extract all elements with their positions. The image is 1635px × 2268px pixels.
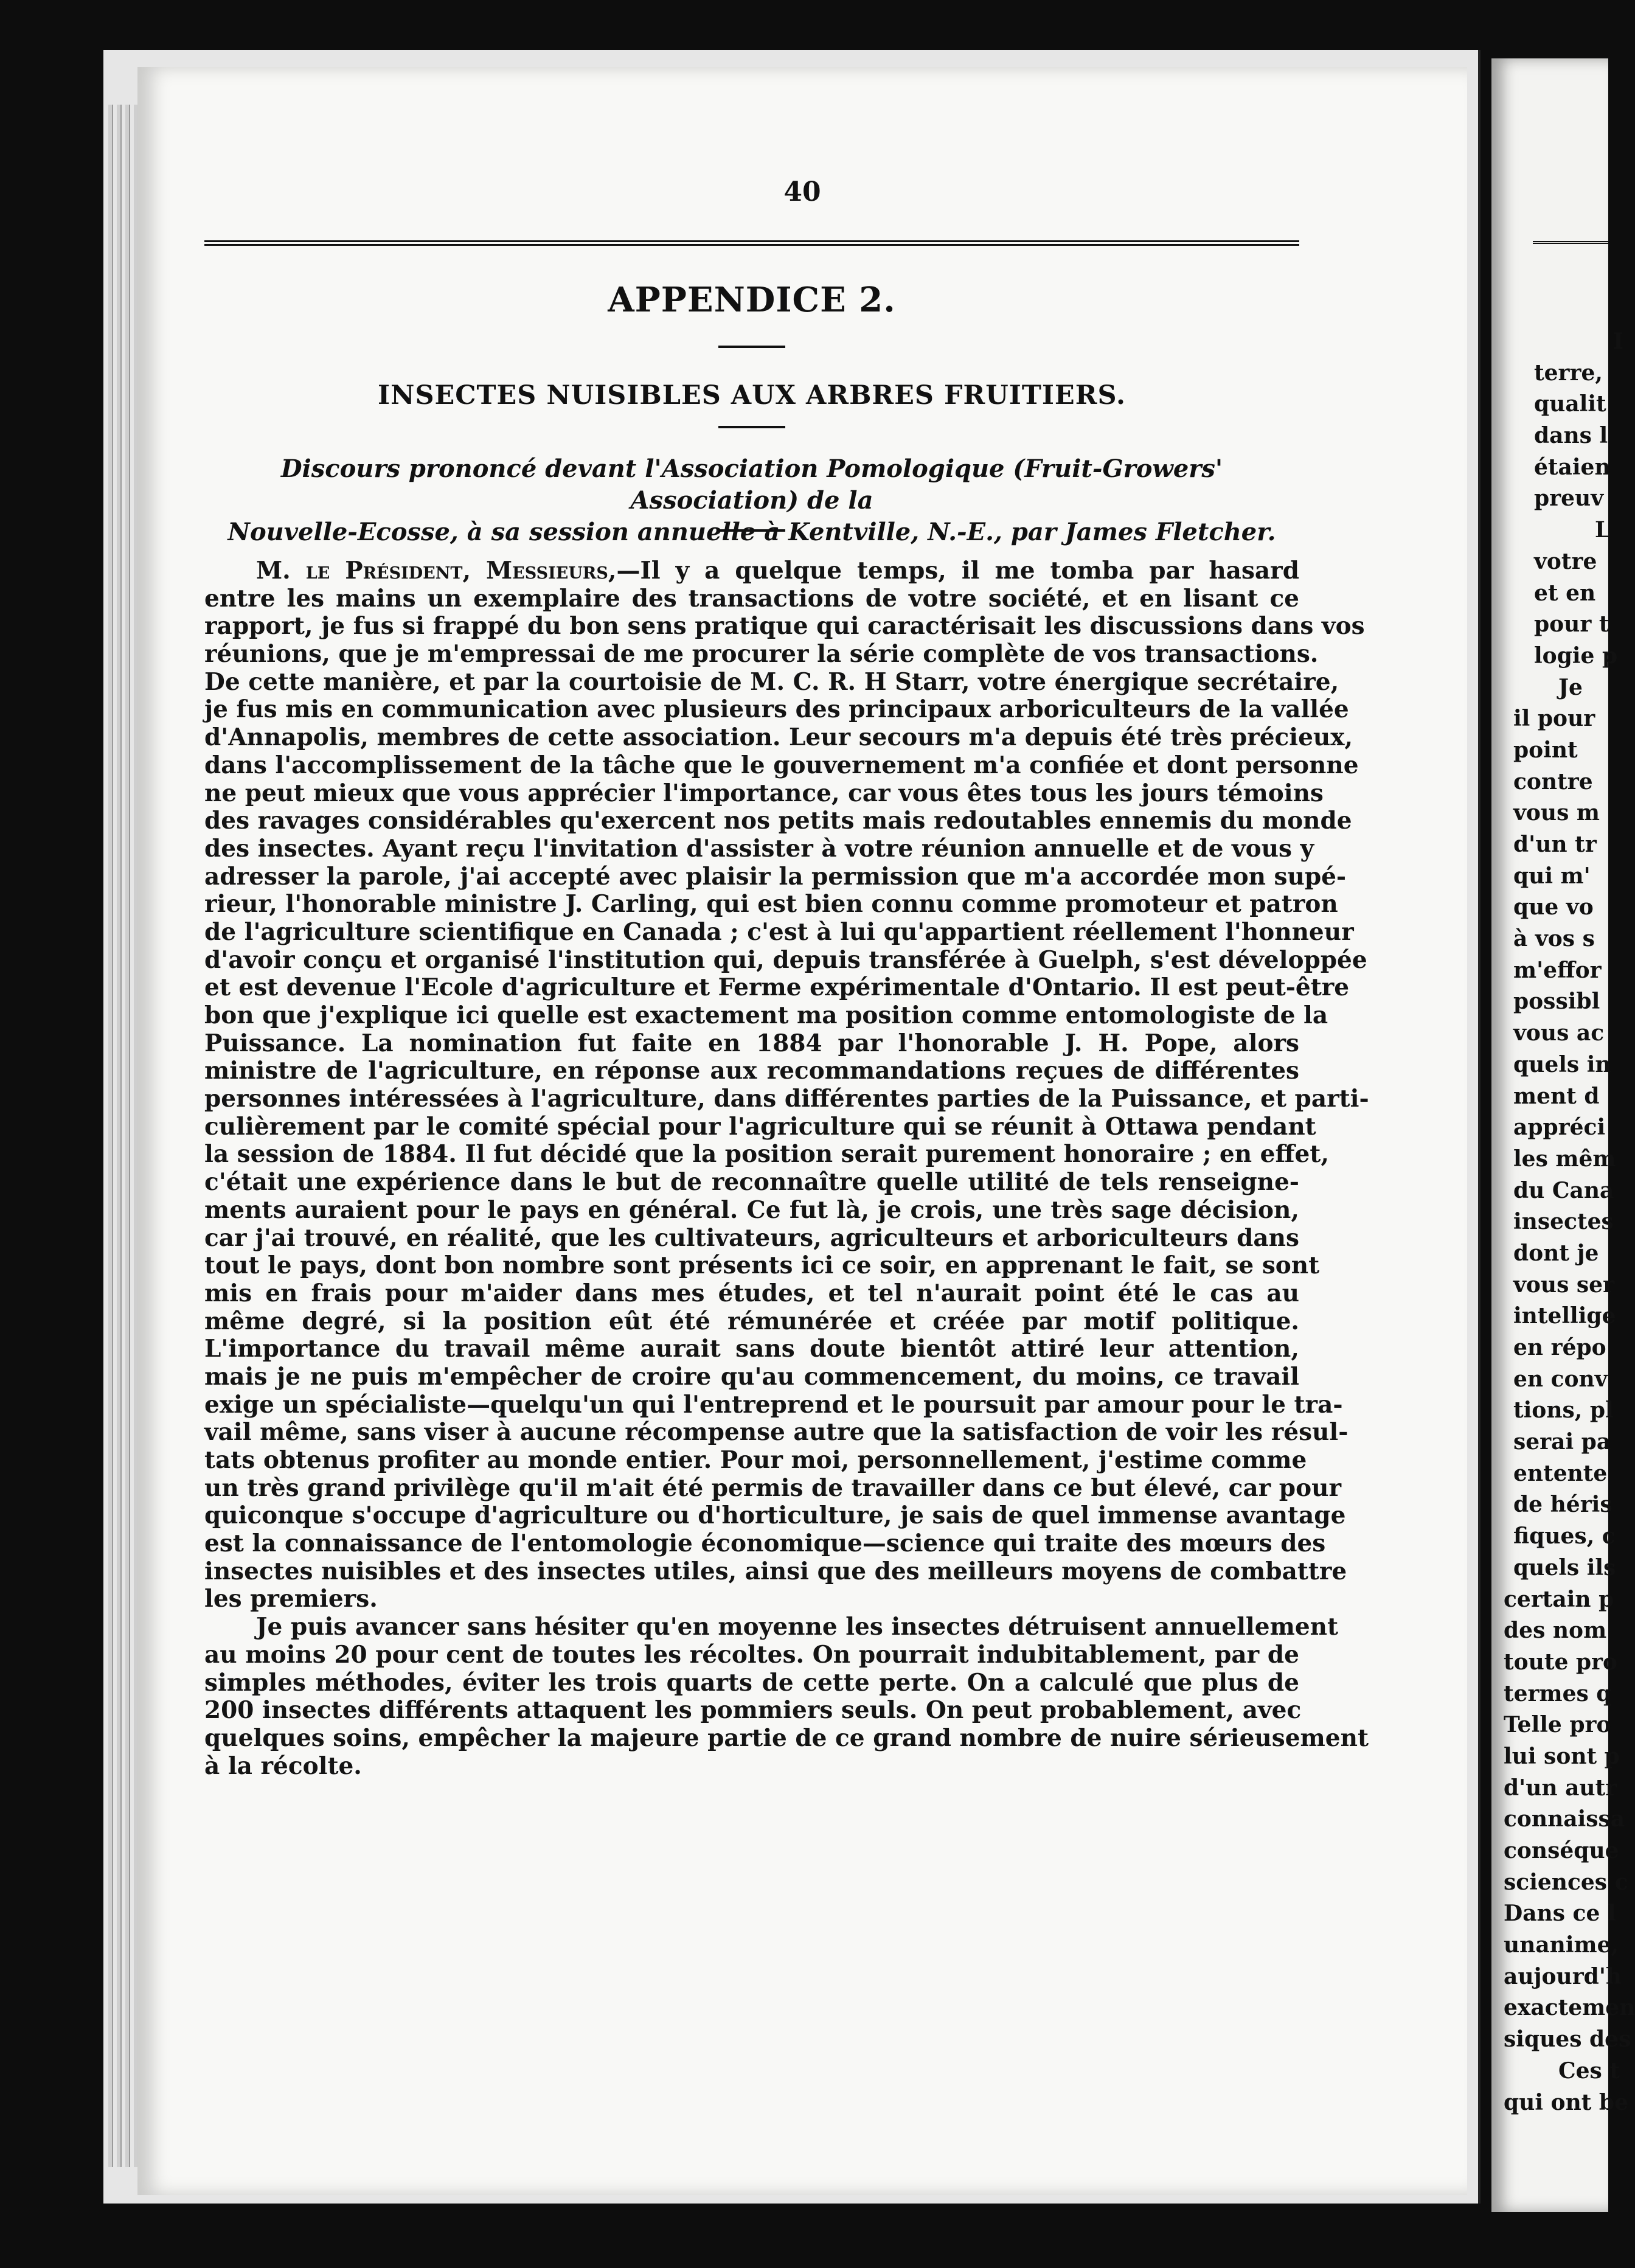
paragraph-line: mais je ne puis m'empêcher de croire qu'au commencement, du moins, ce travail xyxy=(204,1362,1299,1391)
paragraph-line: des ravages considérables qu'exercent nos petits mais redoutables ennemis du monde xyxy=(204,807,1352,835)
paragraph-line: d'avoir conçu et organisé l'institution qui, depuis transférée à Guelph, s'est développée xyxy=(204,945,1367,974)
paragraph-line: tats obtenus profiter au monde entier. Pour moi, personnellement, j'estime comme xyxy=(204,1446,1307,1474)
paragraph-line: exige un spécialiste—quelqu'un qui l'entreprend et le poursuit par amour pour le tra- xyxy=(204,1390,1343,1419)
paragraph-line: simples méthodes, éviter les trois quarts de cette perte. On a calculé que plus de xyxy=(204,1668,1299,1697)
paragraph-line: des insectes. Ayant reçu l'invitation d'assister à votre réunion annuelle et de vous y xyxy=(204,834,1314,863)
page-edge xyxy=(108,105,113,2167)
facing-page-line: votre xyxy=(1534,548,1597,574)
facing-page-line: fiques, c xyxy=(1513,1523,1616,1550)
facing-page-line: termes q xyxy=(1504,1680,1612,1706)
facing-page-line: toute pro xyxy=(1504,1649,1618,1675)
facing-page-line: certain p xyxy=(1504,1586,1614,1612)
page-number: 40 xyxy=(783,176,821,207)
subtitle-rule xyxy=(718,426,785,428)
salutation: M. le Président, Messieurs, xyxy=(256,557,617,585)
facing-page-line: Dans ce l xyxy=(1504,1901,1616,1927)
intro-line: Discours prononcé devant l'Association Pomologique (Fruit-Growers' Association) de la xyxy=(280,454,1223,515)
paragraph-line: et est devenue l'Ecole d'agriculture et Ferme expérimentale d'Ontario. Il est peut-être xyxy=(204,973,1350,1002)
paragraph-line: quelques soins, empêcher la majeure partie de ce grand nombre de nuire sérieusement xyxy=(204,1724,1369,1752)
intro-line: Nouvelle-Ecosse, à sa session annuelle à Kentville, N.-E., par James Fletcher. xyxy=(227,518,1276,546)
facing-page-line: vous m xyxy=(1513,800,1600,826)
facing-page-line: aujourd'h xyxy=(1504,1963,1622,1989)
paragraph-line: bon que j'explique ici quelle est exactement ma position comme entomologiste de la xyxy=(204,1001,1328,1029)
facing-page-line: ment d xyxy=(1513,1083,1600,1109)
paragraph-line: tout le pays, dont bon nombre sont présents ici ce soir, en apprenant le fait, se sont xyxy=(204,1251,1320,1280)
speech-introduction xyxy=(204,453,1299,548)
paragraph-line: réunions, que je m'empressai de me procurer la série complète de vos transactions. xyxy=(204,640,1319,669)
facing-page-line: conséque xyxy=(1504,1838,1619,1863)
facing-page-line: dans l xyxy=(1534,423,1608,449)
facing-page-line: qui ont be xyxy=(1504,2089,1628,2115)
facing-page-fragment xyxy=(1491,58,1635,2212)
facing-page-line: contre xyxy=(1513,768,1593,795)
paragraph-line: personnes intéressées à l'agriculture, dans différentes parties de la Puissance, et parti- xyxy=(204,1085,1369,1113)
facing-page-line: de héris xyxy=(1513,1492,1612,1518)
paragraph-line xyxy=(204,557,1299,585)
facing-page-line: quels in xyxy=(1513,1051,1611,1077)
paragraph-line: adresser la parole, j'ai accepté avec plaisir la permission que m'a accordée mon supé- xyxy=(204,862,1347,891)
facing-page-line: exactemen xyxy=(1504,1995,1635,2021)
left-page xyxy=(137,67,1467,2195)
facing-page-line: que vo xyxy=(1513,894,1594,920)
facing-page-line: Ces t xyxy=(1558,2058,1620,2084)
facing-page-line: tions, pl xyxy=(1513,1397,1614,1424)
facing-page-line: I xyxy=(1613,329,1623,354)
paragraph-line: ne peut mieux que vous apprécier l'importance, car vous êtes tous les jours témoins xyxy=(204,779,1324,807)
facing-page-line: il pour xyxy=(1513,706,1595,732)
paragraph-line: Je puis avancer sans hésiter qu'en moyenne les insectes détruisent annuellement xyxy=(256,1613,1339,1641)
facing-page-line: terre, xyxy=(1534,360,1603,386)
appendix-title: APPENDICE 2. xyxy=(608,280,896,320)
paragraph-line: car j'ai trouvé, en réalité, que les cultivateurs, agriculteurs et arboriculteurs dans xyxy=(204,1223,1299,1252)
facing-page-line: qualit xyxy=(1534,391,1606,417)
facing-page-line: en conv xyxy=(1513,1366,1608,1392)
paragraph-line: rapport, je fus si frappé du bon sens pratique qui caractérisait les discussions dans vos xyxy=(204,612,1365,641)
paragraph-line: insectes nuisibles et des insectes utiles, ainsi que des meilleurs moyens de combattre xyxy=(204,1557,1347,1585)
paragraph-line: un très grand privilège qu'il m'ait été permis de travailler dans ce but élevé, car pour xyxy=(204,1473,1341,1502)
paragraph-line: mis en frais pour m'aider dans mes études, et tel n'aurait point été le cas au xyxy=(204,1279,1299,1307)
facing-page-line: dont je xyxy=(1513,1240,1599,1266)
paragraph-line: Puissance. La nomination fut faite en 1884 par l'honorable J. H. Pope, alors xyxy=(204,1029,1299,1057)
page-edge xyxy=(125,105,130,2167)
facing-page-line: quels ils xyxy=(1513,1554,1616,1581)
facing-page-line: vous ac xyxy=(1513,1020,1605,1046)
paragraph-line: d'Annapolis, membres de cette association. Leur secours m'a depuis été très précieux, xyxy=(204,723,1353,752)
facing-page-line: preuv xyxy=(1534,485,1604,512)
paragraph-line: de l'agriculture scientifique en Canada ; c'est à lui qu'appartient réellement l'honneur xyxy=(204,917,1354,946)
facing-page-line: les mêm xyxy=(1513,1146,1616,1172)
facing-page-line: appréci xyxy=(1513,1115,1606,1141)
facing-page-line: d'un autr xyxy=(1504,1775,1617,1801)
paragraph-line: De cette manière, et par la courtoisie de M. C. R. H Starr, votre énergique secrétaire, xyxy=(204,667,1339,696)
facing-page-line: insectes xyxy=(1513,1209,1614,1235)
body-text xyxy=(204,557,1369,1780)
facing-page-line: à vos s xyxy=(1513,926,1595,952)
paragraph-line: est la connaissance de l'entomologie économique—science qui traite des mœurs des xyxy=(204,1529,1326,1558)
facing-page-line: sciences c xyxy=(1504,1869,1628,1895)
facing-page-line: m'effor xyxy=(1513,957,1602,983)
facing-page-line: pour t xyxy=(1534,611,1609,638)
paragraph-line: c'était une expérience dans le but de reconnaître quelle utilité de tels renseigne- xyxy=(204,1168,1299,1197)
paragraph-line: dans l'accomplissement de la tâche que le gouvernement m'a confiée et dont personne xyxy=(204,751,1359,779)
section-subtitle: INSECTES NUISIBLES AUX ARBRES FRUITIERS. xyxy=(378,380,1126,411)
facing-page-line: d'un tr xyxy=(1513,832,1597,857)
facing-page-line: Je xyxy=(1558,674,1583,700)
facing-page-line: serai pa xyxy=(1513,1429,1611,1455)
facing-page-rule xyxy=(1533,241,1608,246)
paragraph-line: les premiers. xyxy=(204,1585,378,1613)
intro-rule xyxy=(718,529,785,532)
paragraph-line: entre les mains un exemplaire des transactions de votre société, et en lisant ce xyxy=(204,584,1299,613)
facing-page-line: entente xyxy=(1513,1460,1608,1486)
facing-page-line: unanime, xyxy=(1504,1932,1619,1958)
facing-page-line: étaien xyxy=(1534,454,1611,480)
facing-page-line: point xyxy=(1513,737,1578,763)
facing-page-line: en répo xyxy=(1513,1335,1606,1360)
facing-page-line: logie p xyxy=(1534,642,1618,669)
facing-page-line: siques des xyxy=(1504,2026,1631,2053)
paragraph-line: à la récolte. xyxy=(204,1751,362,1780)
paragraph-text: —Il y a quelque temps, il me tomba par hasard xyxy=(616,557,1299,585)
page-edge xyxy=(117,105,122,2167)
facing-page-line: qui m' xyxy=(1513,863,1591,889)
paragraph-line: ments auraient pour le pays en général. Ce fut là, je crois, une très sage décision, xyxy=(204,1195,1299,1224)
facing-page-line: du Cana xyxy=(1513,1177,1614,1203)
facing-page-line: lui sont p xyxy=(1504,1743,1620,1769)
facing-page-line: possibl xyxy=(1513,989,1600,1015)
paragraph-line: rieur, l'honorable ministre J. Carling, qui est bien connu comme promoteur et patron xyxy=(204,890,1338,919)
paragraph-line: 200 insectes différents attaquent les pommiers seuls. On peut probablement, avec xyxy=(204,1696,1302,1725)
paragraph-line: la session de 1884. Il fut décidé que la position serait purement honoraire ; en effet, xyxy=(204,1140,1329,1169)
paragraph-line: quiconque s'occupe d'agriculture ou d'horticulture, je sais de quel immense avantage xyxy=(204,1501,1346,1530)
facing-page-line: L xyxy=(1595,517,1611,543)
paragraph-line: au moins 20 pour cent de toutes les récoltes. On pourrait indubitablement, par de xyxy=(204,1640,1299,1669)
paragraph-line: vail même, sans viser à aucune récompense autre que la satisfaction de voir les résul- xyxy=(204,1418,1349,1447)
paragraph-line: culièrement par le comité spécial pour l'agriculture qui se réunit à Ottawa pendant xyxy=(204,1112,1316,1141)
paragraph-line: je fus mis en communication avec plusieurs des principaux arboriculteurs de la vallée xyxy=(204,695,1349,724)
paragraph-line: L'importance du travail même aurait sans doute bientôt attiré leur attention, xyxy=(204,1335,1299,1363)
facing-page-line: et en xyxy=(1534,580,1596,606)
facing-page-line: Telle pro xyxy=(1504,1712,1611,1738)
facing-page-text xyxy=(1491,326,1635,2118)
facing-page-line: connaissa xyxy=(1504,1806,1625,1832)
paragraph-line: même degré, si la position eût été rémunérée et créée par motif politique. xyxy=(204,1307,1299,1335)
title-rule xyxy=(718,346,785,348)
facing-page-line: des nom xyxy=(1504,1618,1607,1644)
paragraph-line: ministre de l'agriculture, en réponse aux recommandations reçues de différentes xyxy=(204,1057,1299,1085)
facing-page-line: intellige xyxy=(1513,1303,1616,1329)
header-double-rule xyxy=(204,240,1299,246)
facing-page-line: vous ser xyxy=(1513,1271,1615,1298)
